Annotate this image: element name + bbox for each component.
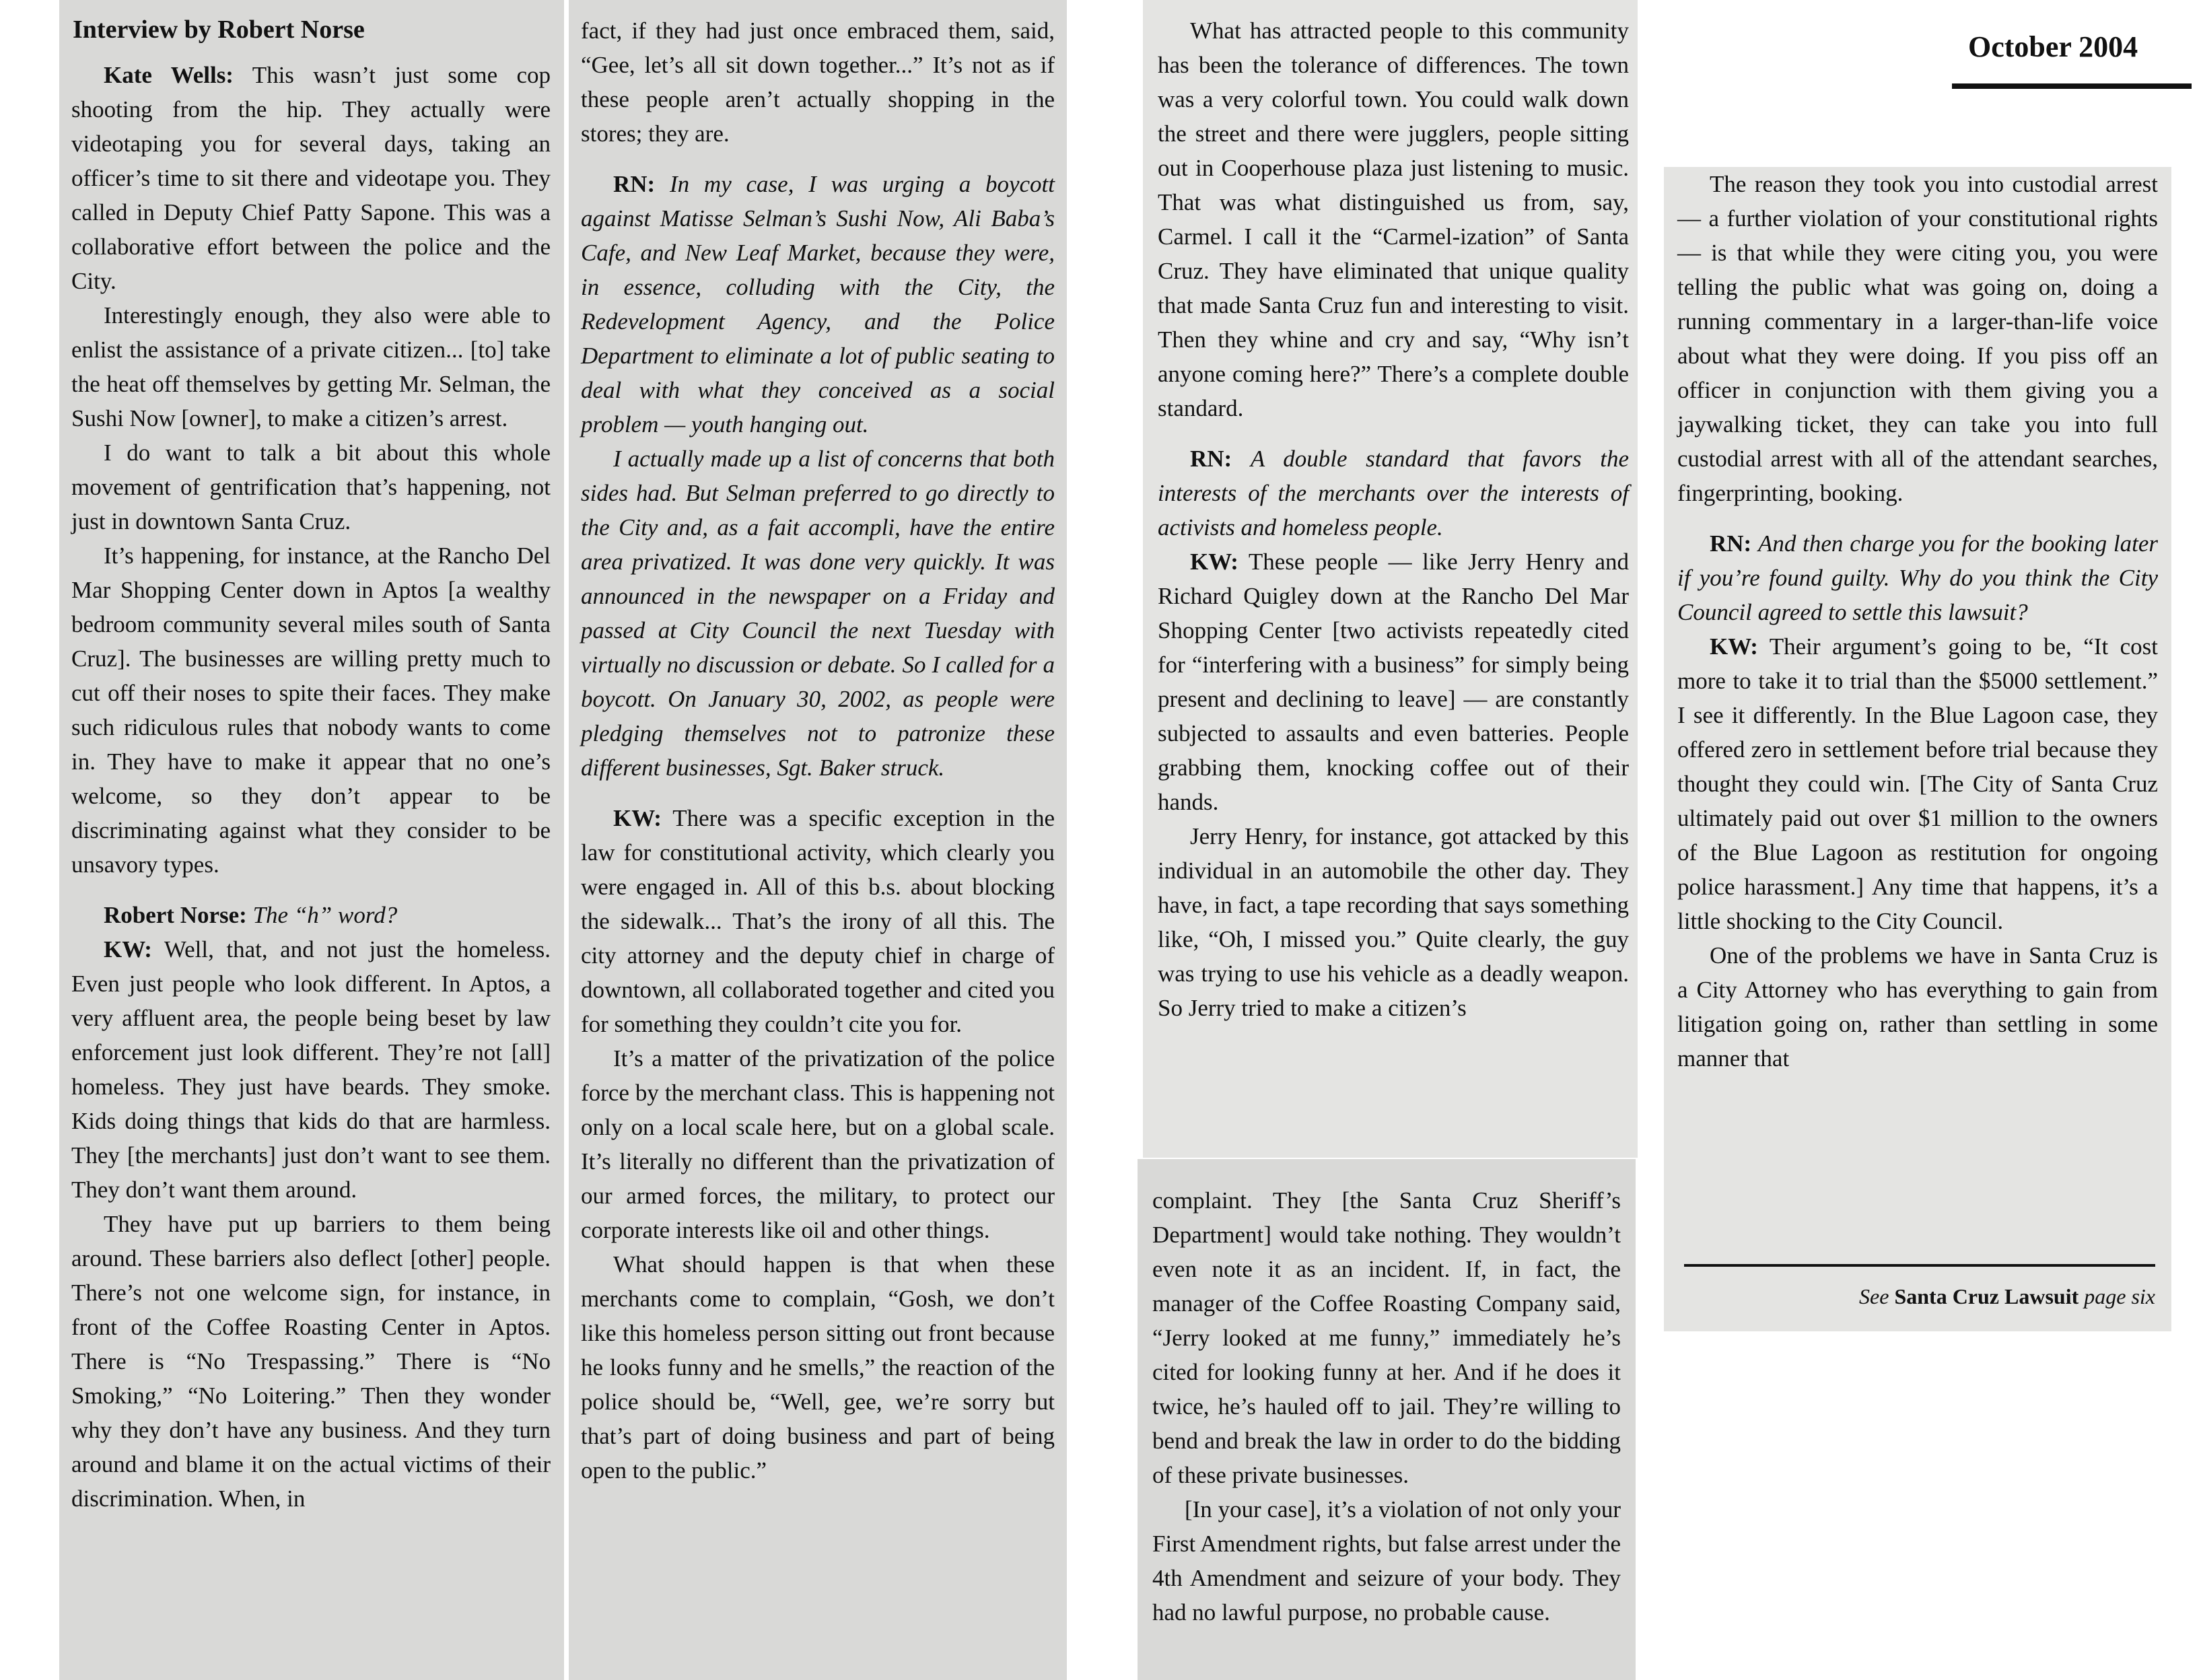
speaker-label: RN: — [1190, 446, 1232, 472]
paragraph — [71, 435, 551, 538]
date-rule — [1952, 83, 2192, 89]
paragraph-text: It’s happening, for instance, at the Rancho Del Mar Shopping Center down in Aptos [a wealthy bedroom community several miles south of Santa Cruz]. The businesses are willing pretty much to cut off their noses to spite their faces. They make such ridiculous rules that nobody wants to come in. They have to make it appear that no one’s welcome, so they don’t appear to be discriminating against what they consider to be unsavory types. — [71, 542, 551, 878]
paragraph-text: The reason they took you into custodial arrest — a further violation of your constitutional rights — is that while they were citing you, you were telling the public what was going on, doing a running commentary in a larger-than-life voice about what they were doing. If you piss off an officer in conjunction with them giving you a jaywalking ticket, they can take you into full custodial arrest with all of the attendant searches, fingerprinting, booking. — [1677, 171, 2158, 506]
paragraph-text: I actually made up a list of concerns that both sides had. But Selman preferred to go directly to the City and, as a fait accompli, have the entire area privatized. It was done very quickly. It was announced in the newspaper on a Friday and passed at City Council the next Tuesday with virtually no discussion or debate. So I called for a boycott. On January 30, 2002, as people were pledging themselves not to patronize these different businesses, Sgt. Baker struck. — [581, 446, 1055, 781]
continuation-note: See Santa Cruz Lawsuit page six — [1859, 1284, 2155, 1308]
speaker-label: KW: — [104, 936, 152, 963]
paragraph — [71, 1207, 551, 1516]
article-column-3b — [1152, 1183, 1621, 1630]
end-rule — [1684, 1264, 2155, 1267]
paragraph-text: In my case, I was urging a boycott against Matisse Selman’s Sushi Now, Ali Baba’s Cafe, and New Leaf Market, because they were, in essence, colluding with the City, the Redevelopment Agency, and the Police Department to eliminate a lot of public seating to deal with what they conceived as a social problem — youth hanging out. — [581, 171, 1055, 438]
speaker-label: KW: — [613, 805, 662, 831]
paragraph — [1677, 938, 2158, 1076]
paragraph — [1677, 629, 2158, 938]
paragraph-text: fact, if they had just once embraced them, said, “Gee, let’s all sit down together...” It’s not as if these people aren’t actually shopping in the stores; they are. — [581, 18, 1055, 147]
paragraph — [71, 58, 551, 298]
clipping-column-1 — [59, 0, 564, 1680]
paragraph — [71, 898, 551, 932]
paragraph — [581, 13, 1055, 151]
paragraph — [1677, 167, 2158, 510]
clipping-column-3-top — [1143, 0, 1638, 1158]
speaker-label: KW: — [1190, 549, 1238, 575]
paragraph — [1158, 13, 1629, 425]
paragraph-text: There was a specific exception in the law for constitutional activity, which clearly you were engaged in. All of this b.s. about blocking the sidewalk... That’s the irony of all this. The city attorney and the deputy chief in charge of downtown, all collaborated together and cited you for something they couldn’t cite you for. — [581, 805, 1055, 1037]
article-column-1 — [71, 58, 551, 1516]
headline: Interview by Robert Norse — [73, 15, 365, 44]
clipping-column-3-bottom — [1138, 1159, 1636, 1680]
paragraph — [1677, 526, 2158, 629]
paragraph — [1158, 545, 1629, 819]
paragraph-text: A double standard that favors the interests of the merchants over the interests of activists and homeless people. — [1158, 446, 1629, 540]
speaker-label: RN: — [613, 171, 656, 197]
paragraph-text: And then charge you for the booking later if you’re found guilty. Why do you think the City Council agreed to settle this lawsuit? — [1677, 530, 2158, 625]
paragraph-text: They have put up barriers to them being around. These barriers also deflect [other] people. There’s not one welcome sign, for instance, in front of the Coffee Roasting Center in Aptos. There is “No Trespassing.” There is “No Smoking,” “No Loitering.” Then they wonder why they don’t have any business. And they turn around and blame it on the actual victims of their discrimination. When, in — [71, 1211, 551, 1512]
paragraph — [71, 932, 551, 1207]
paragraph-text: What has attracted people to this community has been the tolerance of differences. The town was a very colorful town. You could walk down the street and there were jugglers, people sitting out in Cooperhouse plaza just listening to music. That was what distinguished us from, say, Carmel. I call it the “Carmel-ization” of Santa Cruz. They have eliminated that unique quality that made Santa Cruz fun and interesting to visit. Then they whine and cry and say, “Why isn’t anyone coming here?” There’s a complete double standard. — [1158, 18, 1629, 421]
date-line: October 2004 — [1968, 30, 2138, 63]
paragraph — [581, 167, 1055, 442]
paragraph-text: This wasn’t just some cop shooting from the hip. They actually were videotaping you for several days, taking an officer’s time to sit there and videotape you. They called in Deputy Chief Patty Sapone. This was a collaborative effort between the police and the City. — [71, 62, 551, 294]
paragraph-text: One of the problems we have in Santa Cruz is a City Attorney who has everything to gain from litigation going on, rather than settling in some manner that — [1677, 942, 2158, 1072]
paragraph-text: What should happen is that when these merchants come to complain, “Gosh, we don’t like this homeless person sitting out front because he looks funny and he smells,” the reaction of the police should be, “Well, gee, we’re sorry but that’s part of doing business and part of being open to the public.” — [581, 1251, 1055, 1483]
paragraph-text: [In your case], it’s a violation of not only your First Amendment rights, but false arrest under the 4th Amendment and seizure of your body. They had no lawful purpose, no probable cause. — [1152, 1496, 1621, 1625]
speaker-label: Kate Wells: — [104, 62, 234, 88]
speaker-label: RN: — [1710, 530, 1752, 557]
paragraph — [581, 442, 1055, 785]
paragraph-text: complaint. They [the Santa Cruz Sheriff’s Department] would take nothing. They wouldn’t even note it as an incident. If, in fact, the manager of the Coffee Roasting Company said, “Jerry looked at me funny,” immediately he’s cited for looking funny at her. And if he does it twice, he’s hauled off to jail. They’re willing to bend and break the law in order to do the bidding of these private businesses. — [1152, 1187, 1621, 1488]
paragraph — [581, 1247, 1055, 1488]
paragraph — [1152, 1492, 1621, 1630]
clipping-column-2 — [569, 0, 1067, 1680]
paragraph — [1152, 1183, 1621, 1492]
paragraph-text: It’s a matter of the privatization of the police force by the merchant class. This is happening not only on a local scale here, but on a global scale. It’s literally no different than the privatization of our armed forces, the military, to protect our corporate interests like oil and other things. — [581, 1045, 1055, 1243]
paragraph-text: Well, that, and not just the homeless. Even just people who look different. In Aptos, a very affluent area, the people being beset by law enforcement just look different. They’re not [all] homeless. They just have beards. They smoke. Kids doing things that kids do that are harmless. They [the merchants] just don’t want to see them. They don’t want them around. — [71, 936, 551, 1203]
speaker-label: KW: — [1710, 633, 1758, 660]
article-column-3 — [1158, 13, 1629, 1025]
paragraph-text: The “h” word? — [252, 902, 398, 928]
paragraph — [581, 1041, 1055, 1247]
speaker-label: Robert Norse: — [104, 902, 247, 928]
paragraph — [71, 538, 551, 882]
article-column-2 — [581, 13, 1055, 1488]
paragraph-text: Their argument’s going to be, “It cost more to take it to trial than the $5000 settlement.” I see it differently. In the Blue Lagoon case, they offered zero in settlement before trial because they thought they could win. [The City of Santa Cruz ultimately paid out over $1 million to the owners of the Blue Lagoon as restitution for ongoing police harassment.] Any time that happens, it’s a little shocking to the City Council. — [1677, 633, 2158, 934]
paragraph — [581, 801, 1055, 1041]
paragraph-text: These people — like Jerry Henry and Richard Quigley down at the Rancho Del Mar Shopping Center [two activists repeatedly cited for “interfering with a business” for simply being present and declining to leave] — are constantly subjected to assaults and even batteries. People grabbing them, knocking coffee out of their hands. — [1158, 549, 1630, 815]
paragraph — [1158, 819, 1629, 1025]
clipping-column-4 — [1664, 167, 2171, 1331]
paragraph-text: I do want to talk a bit about this whole movement of gentrification that’s happening, not just in downtown Santa Cruz. — [71, 440, 551, 534]
paragraph — [1158, 442, 1629, 545]
paragraph-text: Jerry Henry, for instance, got attacked by this individual in an automobile the other day. They have, in fact, a tape recording that says something like, “Oh, I missed you.” Quite clearly, the guy was trying to use his vehicle as a deadly weapon. So Jerry tried to make a citizen’s — [1158, 823, 1629, 1021]
article-column-4 — [1677, 167, 2158, 1076]
paragraph-text: Interestingly enough, they also were able to enlist the assistance of a private citizen... [to] take the heat off themselves by getting Mr. Selman, the Sushi Now [owner], to make a citizen’s arrest. — [71, 302, 551, 431]
paragraph — [71, 298, 551, 435]
